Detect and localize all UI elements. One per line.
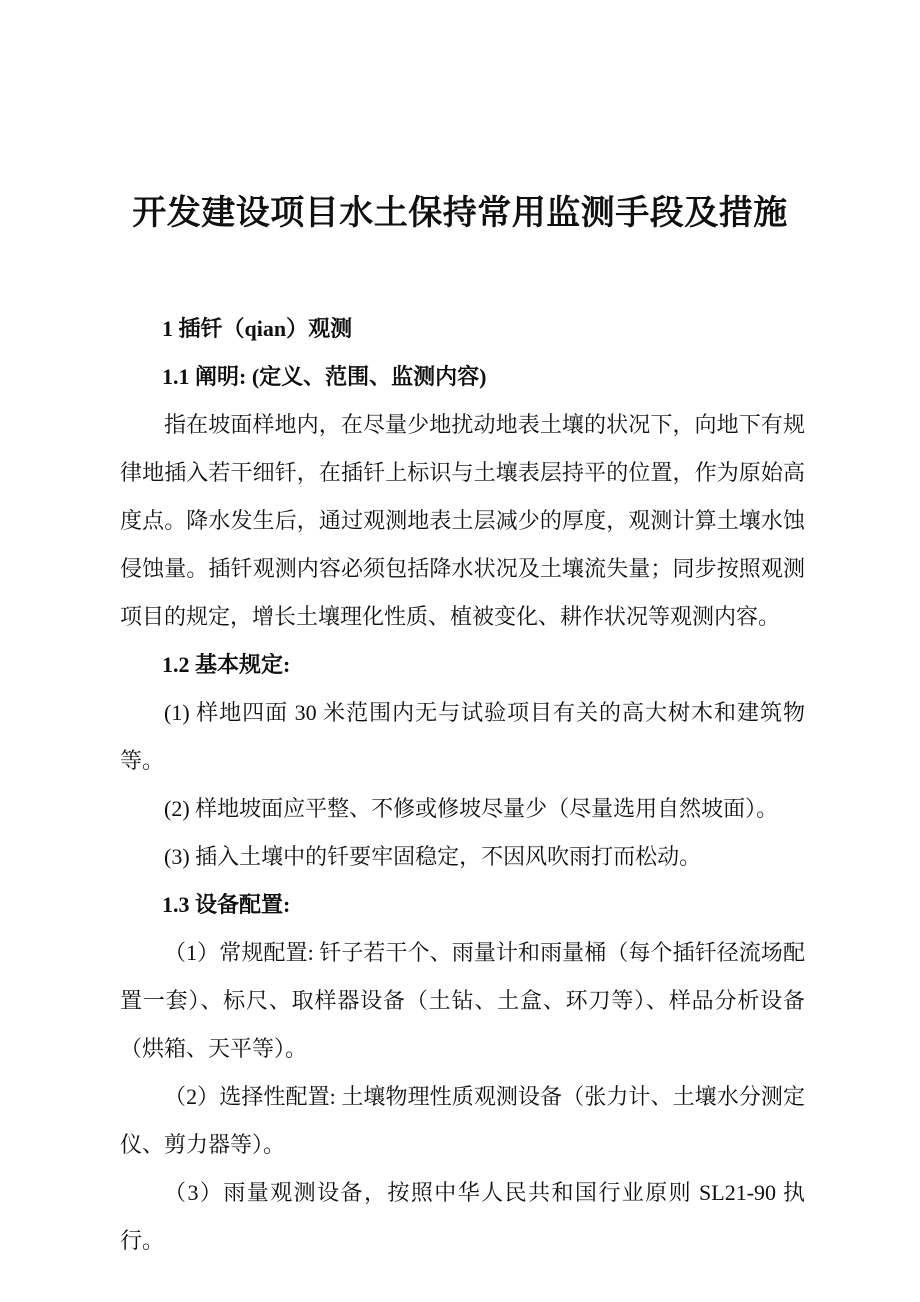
- paragraph: (2) 样地坡面应平整、不修或修坡尽量少（尽量选用自然坡面）。: [164, 796, 779, 821]
- section-heading: 1.1 阐明: (定义、范围、监测内容): [162, 364, 487, 389]
- paragraph: (1) 样地四面 30 米范围内无与试验项目有关的高大树木和建筑物等。: [120, 700, 805, 773]
- paragraph: （2）选择性配置: 土壤物理性质观测设备（张力计、土壤水分测定仪、剪力器等）。: [120, 1084, 805, 1157]
- paragraph: (3) 插入土壤中的钎要牢固稳定，不因风吹雨打而松动。: [164, 844, 702, 869]
- section-heading: 1.2 基本规定:: [162, 652, 291, 677]
- paragraph: （3）雨量观测设备，按照中华人民共和国行业原则 SL21-90 执行。: [120, 1180, 805, 1253]
- paragraph: 指在坡面样地内，在尽量少地扰动地表土壤的状况下，向地下有规律地插入若干细钎，在插钎上标识与土壤表层持平的位置，作为原始高度点。降水发生后，通过观测地表土层减少的厚度，观测计算土壤水蚀侵蚀量。插钎观测内容必须包括降水状况及土壤流失量；同步按照观测项目的规定，增长土壤理化性质、植被变化、耕作状况等观测内容。: [120, 412, 805, 629]
- document-body: [0, 238, 920, 1265]
- section-heading: 1 插钎（qian）观测: [162, 316, 353, 341]
- paragraph: （1）常规配置: 钎子若干个、雨量计和雨量桶（每个插钎径流场配置一套）、标尺、取样器设备（土钻、土盒、环刀等）、样品分析设备（烘箱、天平等）。: [120, 940, 805, 1061]
- document-title: 开发建设项目水土保持常用监测手段及措施: [132, 195, 788, 232]
- section-heading: 1.3 设备配置:: [162, 892, 291, 917]
